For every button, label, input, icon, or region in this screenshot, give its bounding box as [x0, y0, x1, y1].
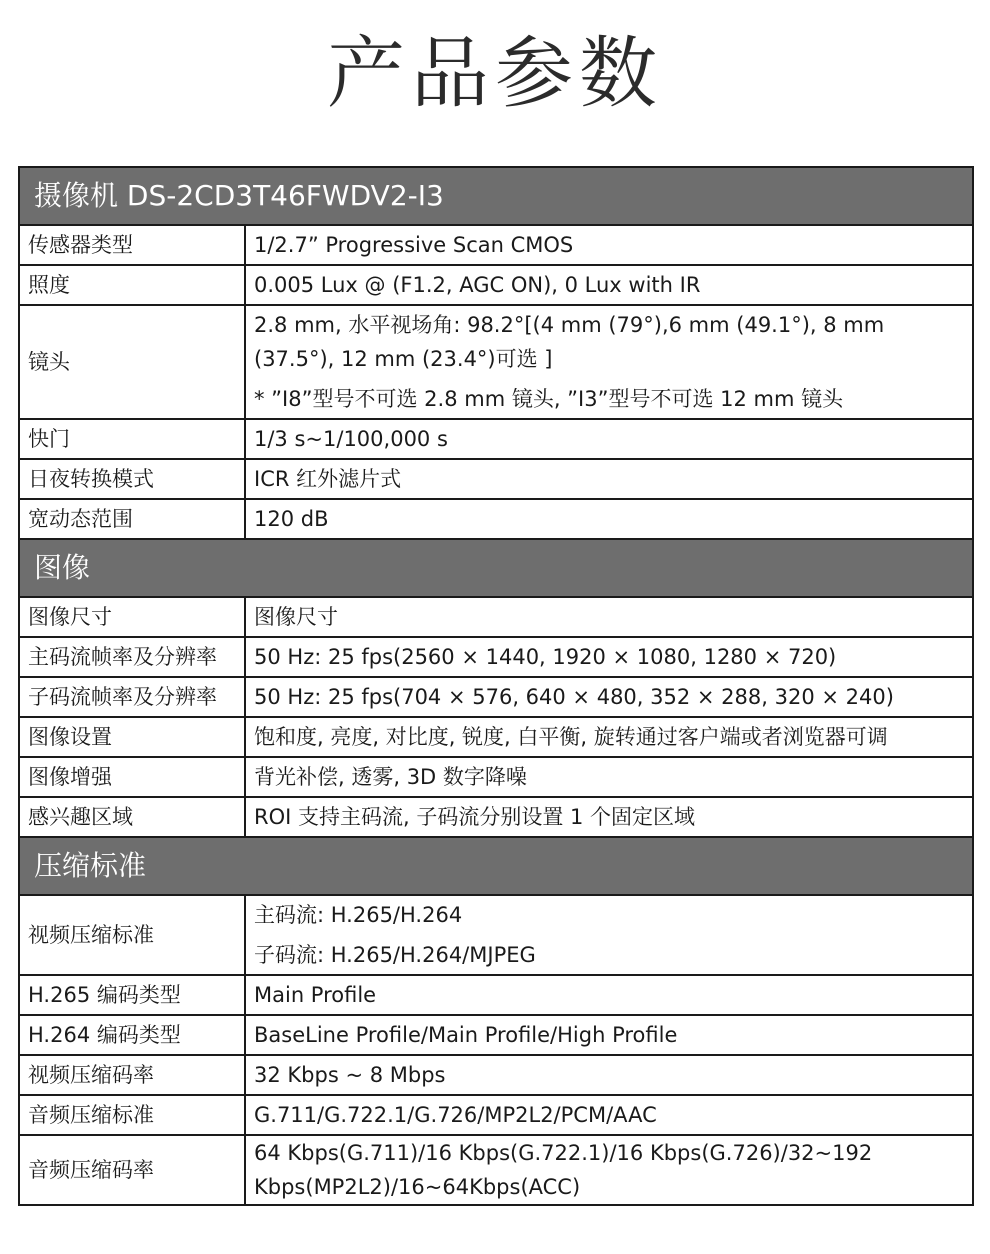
spec-value — [245, 757, 973, 797]
spec-value-line: 120 dB — [254, 507, 329, 531]
spec-value-line: 2.8 mm, 水平视场角: 98.2°[(4 mm (79°),6 mm (49.1°), 8 mm (37.5°), 12 mm (23.4°)可选 ] — [254, 313, 885, 371]
spec-label: 图像设置 — [19, 717, 245, 757]
spec-value — [245, 225, 973, 265]
spec-row — [19, 1015, 973, 1055]
spec-row — [19, 637, 973, 677]
section-title: 摄像机 DS-2CD3T46FWDV2-I3 — [19, 167, 973, 225]
spec-label: 快门 — [19, 419, 245, 459]
spec-value-line: 0.005 Lux @ (F1.2, AGC ON), 0 Lux with IR — [254, 273, 701, 297]
spec-label: 音频压缩标准 — [19, 1095, 245, 1135]
spec-value-line: 1/3 s~1/100,000 s — [254, 427, 448, 451]
spec-label: H.264 编码类型 — [19, 1015, 245, 1055]
spec-row — [19, 305, 973, 419]
spec-label: 日夜转换模式 — [19, 459, 245, 499]
spec-label: 视频压缩标准 — [19, 895, 245, 975]
spec-label: 照度 — [19, 265, 245, 305]
spec-row — [19, 597, 973, 637]
spec-value-line: 图像尺寸 — [254, 605, 338, 629]
spec-label: H.265 编码类型 — [19, 975, 245, 1015]
spec-label: 音频压缩码率 — [19, 1135, 245, 1205]
spec-label: 视频压缩码率 — [19, 1055, 245, 1095]
spec-value-line: BaseLine Profile/Main Profile/High Profile — [254, 1023, 678, 1047]
spec-value-line: G.711/G.722.1/G.726/MP2L2/PCM/AAC — [254, 1103, 657, 1127]
spec-label: 主码流帧率及分辨率 — [19, 637, 245, 677]
spec-row — [19, 419, 973, 459]
spec-value — [245, 1055, 973, 1095]
spec-value — [245, 499, 973, 539]
spec-value-line: 1/2.7” Progressive Scan CMOS — [254, 233, 574, 257]
spec-value — [245, 265, 973, 305]
page-title: 产品参数 — [326, 29, 663, 119]
spec-row — [19, 975, 973, 1015]
spec-label: 镜头 — [19, 305, 245, 419]
spec-row — [19, 1095, 973, 1135]
spec-row — [19, 459, 973, 499]
spec-row — [19, 895, 973, 975]
spec-label: 宽动态范围 — [19, 499, 245, 539]
spec-value-line: 50 Hz: 25 fps(2560 × 1440, 1920 × 1080, 1280 × 720) — [254, 645, 837, 669]
spec-row — [19, 1135, 973, 1205]
spec-row — [19, 757, 973, 797]
spec-value — [245, 717, 973, 757]
spec-value-line: 背光补偿, 透雾, 3D 数字降噪 — [254, 765, 527, 789]
spec-row — [19, 717, 973, 757]
spec-value-line: Main Profile — [254, 983, 377, 1007]
spec-value — [245, 677, 973, 717]
section-title: 图像 — [19, 539, 973, 597]
spec-value — [245, 1095, 973, 1135]
spec-value — [245, 797, 973, 837]
spec-value-line: 32 Kbps ~ 8 Mbps — [254, 1063, 446, 1087]
spec-value-line: 主码流: H.265/H.264 — [254, 903, 463, 927]
spec-value — [245, 305, 973, 419]
section-title: 压缩标准 — [19, 837, 973, 895]
spec-label: 子码流帧率及分辨率 — [19, 677, 245, 717]
spec-value — [245, 459, 973, 499]
spec-row — [19, 1055, 973, 1095]
spec-value — [245, 895, 973, 975]
spec-value-line: * ”I8”型号不可选 2.8 mm 镜头, ”I3”型号不可选 12 mm 镜头 — [254, 387, 844, 411]
spec-label: 图像增强 — [19, 757, 245, 797]
spec-label: 感兴趣区域 — [19, 797, 245, 837]
spec-value-line: ICR 红外滤片式 — [254, 467, 402, 491]
spec-row — [19, 225, 973, 265]
spec-value — [245, 597, 973, 637]
spec-value — [245, 1135, 973, 1205]
spec-row — [19, 499, 973, 539]
section-header — [19, 837, 973, 895]
section-header — [19, 167, 973, 225]
spec-value — [245, 1015, 973, 1055]
spec-label: 传感器类型 — [19, 225, 245, 265]
spec-label: 图像尺寸 — [19, 597, 245, 637]
spec-value — [245, 637, 973, 677]
spec-value-line: 子码流: H.265/H.264/MJPEG — [254, 943, 536, 967]
spec-value-line: 饱和度, 亮度, 对比度, 锐度, 白平衡, 旋转通过客户端或者浏览器可调 — [254, 725, 888, 749]
spec-value-line: 64 Kbps(G.711)/16 Kbps(G.722.1)/16 Kbps(G.726)/32~192 Kbps(MP2L2)/16~64Kbps(ACC) — [254, 1141, 873, 1199]
spec-row — [19, 265, 973, 305]
spec-value — [245, 975, 973, 1015]
spec-table — [18, 166, 974, 1206]
spec-value — [245, 419, 973, 459]
spec-row — [19, 797, 973, 837]
section-header — [19, 539, 973, 597]
spec-value-line: 50 Hz: 25 fps(704 × 576, 640 × 480, 352 × 288, 320 × 240) — [254, 685, 894, 709]
spec-row — [19, 677, 973, 717]
spec-value-line: ROI 支持主码流, 子码流分别设置 1 个固定区域 — [254, 805, 696, 829]
